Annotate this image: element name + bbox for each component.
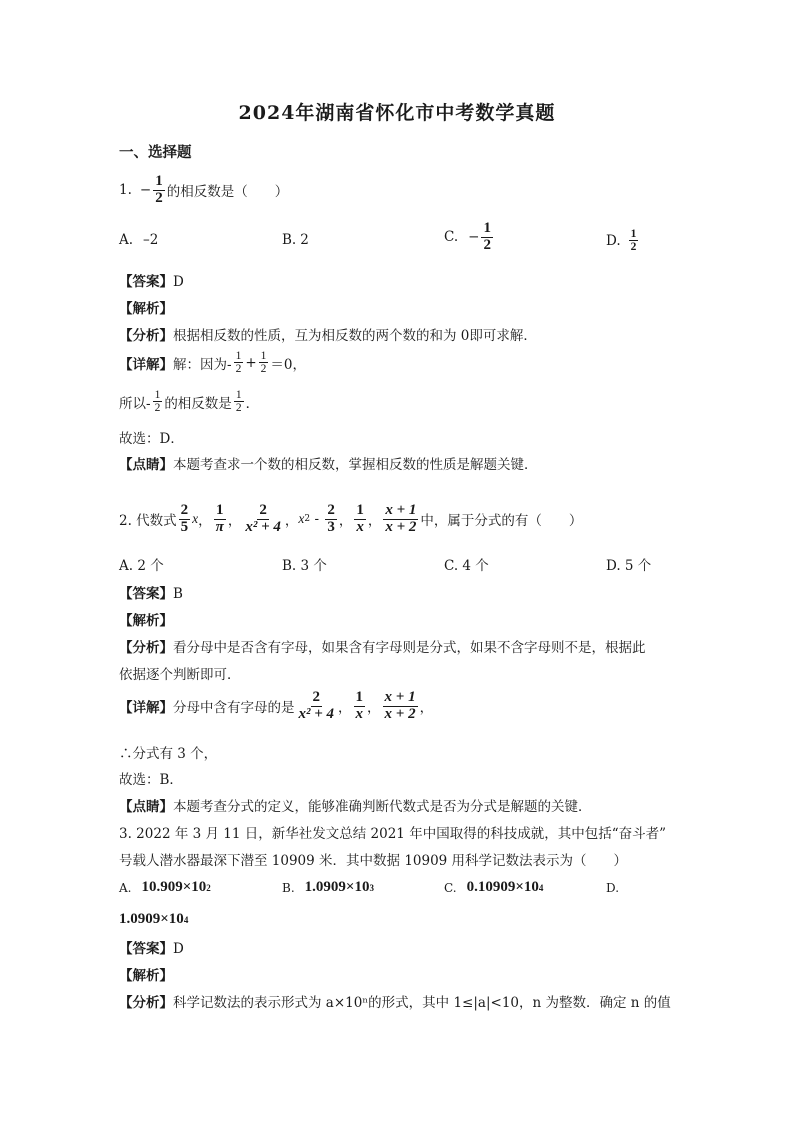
exponent: 3 xyxy=(369,882,374,893)
denominator: x + 2 xyxy=(384,705,416,722)
answer-line xyxy=(119,270,184,290)
numerator: x + 1 xyxy=(384,689,416,705)
variable-x: x xyxy=(298,511,305,527)
question-3-line-2: 号载人潜水器最深下潜至 10909 米．其中数据 10909 用科学记数法表示为（ ） xyxy=(119,853,628,869)
separator: ， xyxy=(419,700,434,717)
answer-value: D xyxy=(173,941,184,957)
conclusion-line xyxy=(119,389,259,414)
fraction xyxy=(297,690,337,723)
analysis-text: 根据相反数的性质，互为相反数的两个数的和为 0即可求解． xyxy=(173,328,537,344)
option-label: A. xyxy=(119,232,134,248)
answer-value: D xyxy=(173,274,184,290)
analysis-line-2: 依据逐个判断即可． xyxy=(119,667,241,683)
option-a xyxy=(119,232,158,248)
option-label: B. xyxy=(282,232,297,248)
remark-line xyxy=(119,795,592,815)
numerator: 1 xyxy=(216,502,224,518)
question-3-line-1: 3. 2022 年 3 月 11 日，新华社发文总结 2021 年中国取得的科技成就，其中包括“奋斗者” xyxy=(119,826,666,842)
separator: ， xyxy=(367,513,382,530)
fraction xyxy=(259,350,269,375)
numerator: 1 xyxy=(155,173,163,189)
separator: ， xyxy=(338,513,353,530)
denominator: 2 xyxy=(483,236,491,253)
question-prefix: 2. 代数式 xyxy=(119,513,177,530)
option-value: 10.909×10 xyxy=(141,879,207,895)
remark-text: 本题考查分式的定义，能够准确判断代数式是否为分式是解题的关键． xyxy=(173,799,592,815)
option-b xyxy=(282,232,309,248)
option-label: A. xyxy=(119,880,132,895)
option-value: 1.0909×10 xyxy=(119,911,184,927)
separator: ， xyxy=(284,513,299,530)
numerator: 2 xyxy=(327,502,335,518)
analysis-tag: 【分析】 xyxy=(119,328,173,344)
analysis-line xyxy=(119,324,537,344)
detail-line xyxy=(119,350,306,375)
page-title: 2024年湖南省怀化市中考数学真题 xyxy=(238,102,556,124)
minus-sign: − xyxy=(139,182,152,199)
numerator: 1 xyxy=(356,502,364,518)
numerator: 1 xyxy=(630,228,637,240)
fraction xyxy=(629,228,639,253)
option-c xyxy=(444,221,495,254)
denominator: 5 xyxy=(180,518,189,535)
fraction xyxy=(214,503,226,536)
fraction xyxy=(234,389,244,414)
choice-line: 故选：D． xyxy=(119,431,184,447)
analysis-heading: 【解析】 xyxy=(119,613,173,629)
denominator: x² + 4 xyxy=(298,705,335,722)
separator: ， xyxy=(198,513,212,530)
analysis-line xyxy=(119,991,671,1011)
exponent: 2 xyxy=(206,882,211,893)
variable-x: x xyxy=(192,511,199,527)
fraction xyxy=(383,690,418,723)
question-2 xyxy=(119,503,582,536)
fraction xyxy=(179,503,191,536)
numerator: 1 xyxy=(154,389,161,401)
choice-line: 故选：B． xyxy=(119,772,183,788)
analysis-line xyxy=(119,636,646,656)
answer-tag: 【答案】 xyxy=(119,586,173,602)
option-a xyxy=(119,879,211,896)
question-number: 1. xyxy=(119,182,132,199)
minus-sign: - xyxy=(310,511,324,528)
option-b xyxy=(282,879,374,896)
answer-tag: 【答案】 xyxy=(119,941,173,957)
detail-tag: 【详解】 xyxy=(119,700,173,717)
denominator: x xyxy=(355,705,364,722)
option-value: 1.0909×10 xyxy=(304,879,370,895)
numerator: 1 xyxy=(483,220,491,236)
separator: ， xyxy=(367,700,381,717)
numerator: 1 xyxy=(260,350,267,362)
numerator: x + 1 xyxy=(385,502,417,518)
option-d xyxy=(119,911,188,928)
fraction xyxy=(243,503,283,536)
remark-tag: 【点睛】 xyxy=(119,457,173,473)
option-value: –2 xyxy=(143,232,159,248)
fraction xyxy=(354,503,366,536)
denominator: x + 2 xyxy=(385,518,417,535)
option-value: 2 xyxy=(300,232,309,248)
option-d: D. 5 个 xyxy=(606,558,652,574)
question-1 xyxy=(119,174,288,207)
fraction xyxy=(325,503,337,536)
denominator: x² + 4 xyxy=(245,518,281,535)
fraction xyxy=(153,174,165,207)
denominator: 2 xyxy=(235,402,242,415)
numerator: 2 xyxy=(312,689,321,705)
fraction xyxy=(481,221,493,254)
conclusion-text: ． xyxy=(245,395,260,412)
option-label: D. xyxy=(606,232,621,249)
analysis-heading: 【解析】 xyxy=(119,301,173,317)
detail-line xyxy=(119,690,433,723)
fraction xyxy=(153,389,163,414)
option-c: C. 4 个 xyxy=(444,558,489,574)
option-a: A. 2 个 xyxy=(119,558,164,574)
question-suffix: 中，属于分式的有（ ） xyxy=(420,513,583,530)
denominator: 2 xyxy=(235,363,242,376)
analysis-text: 看分母中是否含有字母，如果含有字母则是分式，如果不含字母则不是，根据此 xyxy=(173,640,646,656)
plus-sign: + xyxy=(245,354,257,371)
minus-sign: − xyxy=(468,229,480,246)
conclusion-text: 的相反数是 xyxy=(164,395,232,412)
answer-line xyxy=(119,582,183,602)
option-label: C. xyxy=(444,880,457,895)
denominator: x xyxy=(356,518,364,535)
option-d xyxy=(606,228,640,253)
denominator: π xyxy=(215,518,224,535)
remark-line xyxy=(119,453,538,473)
exponent: 4 xyxy=(183,914,189,925)
denominator: 2 xyxy=(260,363,267,376)
answer-line xyxy=(119,937,184,957)
section-heading: 一、选择题 xyxy=(119,144,192,161)
denominator: 2 xyxy=(154,402,161,415)
numerator: 2 xyxy=(259,502,267,518)
separator: ， xyxy=(338,700,352,717)
denominator: 2 xyxy=(630,241,637,254)
option-b: B. 3 个 xyxy=(282,558,327,574)
question-text: 的相反数是（ ） xyxy=(166,184,289,201)
denominator: 3 xyxy=(327,518,335,535)
numerator: 1 xyxy=(235,389,242,401)
remark-text: 本题考查求一个数的相反数，掌握相反数的性质是解题关键． xyxy=(173,457,538,473)
exponent: 2 xyxy=(304,514,311,525)
analysis-heading: 【解析】 xyxy=(119,968,173,984)
detail-text: ＝0， xyxy=(270,356,306,373)
option-label: B. xyxy=(282,880,295,895)
analysis-tag: 【分析】 xyxy=(119,640,173,656)
numerator: 1 xyxy=(235,350,242,362)
option-label: C. xyxy=(444,229,459,246)
conclusion-text: 所以- xyxy=(119,395,151,412)
therefore-line: ∴分式有 3 个， xyxy=(119,746,218,762)
fraction xyxy=(383,503,418,536)
option-d-label: D. xyxy=(606,881,620,895)
fraction xyxy=(354,690,366,723)
exponent: 4 xyxy=(538,882,544,893)
detail-text: 解：因为- xyxy=(173,356,232,373)
separator: ， xyxy=(227,513,242,530)
answer-value: B xyxy=(173,586,183,602)
numerator: 2 xyxy=(180,502,189,518)
fraction xyxy=(234,350,244,375)
numerator: 1 xyxy=(355,689,364,705)
option-value: 0.10909×10 xyxy=(466,879,539,895)
detail-tag: 【详解】 xyxy=(119,356,173,373)
analysis-tag: 【分析】 xyxy=(119,995,173,1011)
remark-tag: 【点睛】 xyxy=(119,799,173,815)
denominator: 2 xyxy=(155,189,163,206)
answer-tag: 【答案】 xyxy=(119,274,173,290)
detail-text: 分母中含有字母的是 xyxy=(173,700,295,717)
analysis-text: 科学记数法的表示形式为 a×10ⁿ的形式，其中 1≤|a|<10，n 为整数．确定 n 的值 xyxy=(173,995,671,1011)
option-c xyxy=(444,879,543,896)
